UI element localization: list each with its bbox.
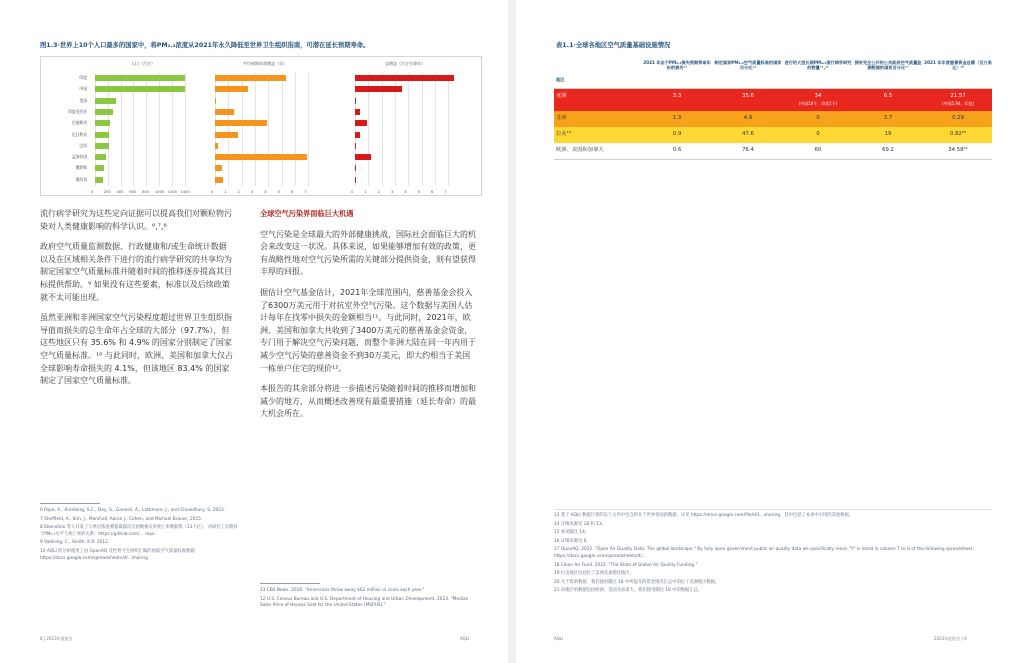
axis-tick-label: 2: [377, 190, 380, 194]
bar: [95, 177, 103, 183]
table-title: 表1.1·全球各地区空气质量基础设施情况: [556, 42, 671, 49]
table-cell: 69.2: [882, 147, 894, 153]
footnote: 17 OpenAQ. 2022. "Open Air Quality Data: The global landscape." By fully open government public air quality data we specifically mean "Y" is listed in column T to U of the following spreadsheet: https://docs.google.com/spreadsheets/d/...: [554, 547, 974, 559]
axis-tick-label: 1000: [155, 190, 165, 194]
gridline: [435, 73, 436, 186]
panel-title: 平均预期寿命增益（年）: [243, 61, 287, 66]
table-cell: 47.6: [742, 131, 754, 137]
section-title: 全球空气污染界面临巨大机遇: [260, 209, 354, 218]
axis-tick-label: 6: [291, 190, 294, 194]
footnote: 8 Ebenstein 等人开发了与单位浓度测量暴露反应函数相关的死亡率数据集（13个亿），并研究了长期对于PM₂.₅水平与死亡率的关系：https://github.com/... repo: [40, 525, 238, 537]
header-cell: 2021 年年度慈善资金总额（百万美元）¹⁸: [924, 60, 992, 71]
table-cell-note: (中国16个，印度1个): [798, 101, 838, 106]
footnote: 10 AQLI 的分析使用了由 OpenAQ 及世界卫生组织汇编的国家空气质量标准数据：https://docs.google.com/spreadsheets/d/...sharing: [40, 548, 199, 561]
bar: [355, 154, 371, 160]
table-cell: 21.57 (中国5.94，印度): [924, 92, 992, 107]
footnotes-col-2: [260, 588, 470, 612]
table-cell: 0.82²⁰: [949, 131, 967, 137]
category-label: 印度: [79, 75, 87, 80]
right-page: [516, 0, 1024, 663]
page-number-left: 8 | 2023年度报告: [40, 636, 73, 641]
paragraph: 本报告的其余部分将进一步描述污染随着时间的推移而增加和减少的地方，从而概述改善现有最重要措施（延长寿命）的最大机会所在。: [260, 384, 476, 419]
category-label: 印度尼西亚: [68, 108, 87, 114]
paragraph: 空气污染是全球最大的外部健康挑战，国际社会面临巨大的机会来改变这一状况。具体来说，如果能够增加有效的政策，更有战略性地对空气污染所需的关键部分提供资金，则有望获得丰厚的回报。: [260, 229, 476, 277]
axis-tick-label: 600: [129, 190, 137, 194]
gridline: [308, 73, 309, 186]
bar: [95, 154, 106, 160]
page-gutter: [508, 0, 516, 663]
table-cell: 34 (中国16个，印度1个): [784, 92, 852, 107]
bar: [215, 154, 307, 160]
region-table: [554, 58, 992, 160]
footnote: 6 Pope, A., Aronberg, S.C., Dey, S., Ganesh, A., Lattimore, J., and Chowdhury, S. 2023.: [40, 508, 226, 513]
category-label: 美国: [79, 97, 87, 103]
axis-tick-label: 0: [211, 190, 214, 194]
bar: [355, 75, 454, 81]
footnotes: [554, 513, 994, 597]
table-cell: 76.4: [742, 147, 754, 153]
bar: [95, 132, 109, 138]
bar: [215, 143, 218, 149]
bar: [215, 109, 234, 115]
axis-tick-label: 7: [304, 190, 307, 194]
footnote-divider: [554, 509, 992, 510]
axis-tick-label: 6: [431, 190, 434, 194]
footnote: 7 Sheffield, A., Kim, J., Marshall, Aaron J., Cohen, and Michael Brauer, 2015.: [40, 516, 203, 522]
footnote: 19 拉美地区包括拉丁美洲及加勒比地区。: [554, 571, 634, 577]
figure-title: 图1.3·世界上10个人口最多的国家中，将PM₂.₅浓度从2021年永久降低至世界卫生组织指南，可潜在延长预期寿命。: [40, 42, 370, 49]
table-cell-note: (中国5.94，印度): [941, 101, 975, 106]
table-cell: 3.3: [672, 93, 682, 99]
bar: [355, 109, 360, 115]
gridline: [255, 73, 256, 186]
table-row: [554, 143, 992, 160]
footnote: 21 该地区的数据包括欧洲、美国及加拿大，我们使用脚注 18 中的数据汇总。: [554, 588, 703, 594]
header-cell: 地区: [556, 77, 565, 82]
table-header: [554, 58, 992, 89]
axis-tick-label: 2: [237, 190, 240, 194]
left-page: [0, 0, 508, 663]
category-label: 墨西哥: [75, 176, 87, 182]
bar: [355, 177, 356, 183]
category-label: 巴基斯坦: [71, 120, 87, 126]
axis-tick-label: 3: [391, 190, 394, 194]
table-body: [554, 89, 992, 160]
bar: [95, 165, 104, 171]
footnote-divider: [40, 503, 100, 504]
table-cell: 欧洲、美国和加拿大: [556, 147, 604, 153]
table-cell: 0.29: [952, 115, 964, 121]
gridline: [268, 73, 269, 186]
gridline: [282, 73, 283, 186]
paragraph: 虽然亚洲和非洲国家空气污染程度超过世界卫生组织指导值而损失的总生命年占全球的大部分（97.7%），但这些地区只有 35.6% 和 4.9% 的国家分别制定了国家空气质量标准。¹⁰ 与此同时，欧洲、美国和加拿大仅占全球影响寿命损失的 4.1%，但该地区 83.4% 的国家制定了国家空气质量标准。: [40, 313, 233, 386]
gridline: [408, 73, 409, 186]
axis-tick-label: 800: [142, 190, 150, 194]
bar: [215, 98, 216, 104]
header-cell: 进行的大型长期PM₂.₅流行病学研究的数量¹⁵,¹⁶: [784, 60, 852, 71]
axis-tick-label: 1: [364, 190, 367, 194]
footnote: 20 关于资助数据，我们使用脚注 18 中所提及的资金情况汇总中的拉丁美洲地区数据。: [554, 579, 720, 585]
table-cell: 非洲: [556, 115, 567, 121]
panel-title: 人口（百万）: [131, 61, 155, 66]
gridline: [448, 73, 449, 186]
axis-tick-label: 400: [116, 190, 124, 194]
category-label: 俄罗斯: [75, 165, 87, 171]
bar: [355, 132, 360, 138]
axis-tick-label: 3: [251, 190, 254, 194]
footnote: 9 Vahlsing, C., Smith, K.R. 2012.: [40, 540, 110, 546]
paragraph: 流行病学研究为这些定向证据可以提高我们对颗粒物污染对人类健康影响的科学认识。⁶,⁷,⁸: [40, 209, 232, 231]
paragraph: 政府空气质量监测数据、行政健康和/或生命统计数据以及在区域相关条件下进行的流行病学研究的共享均为制定国家空气质量标准并随着时间的推移逐步提高其目标提供帮助。⁹ 如果没有这些要素，标准以及后续政策就不太可能出现。: [40, 242, 232, 302]
header-cell: 拥有完全公开的公共政府空气质量监测数据的国家百分比¹⁷: [854, 60, 922, 71]
gridline: [295, 73, 296, 186]
bar: [215, 86, 248, 92]
table-cell: 60: [814, 147, 822, 153]
footnote: 12 U.S. Census Bureau and U.S. Department of Housing and Urban Development. 2023. "Median Sales Price of Houses Sold for the United States [MSPUS].": [260, 596, 469, 609]
axis-tick-label: 4: [264, 190, 267, 194]
bar: [215, 120, 267, 126]
bar: [215, 165, 222, 171]
header-cell: 制定国家PM₂.₅空气质量标准的国家百分比¹⁴: [714, 60, 782, 71]
table-row: [554, 111, 992, 127]
body-column-right: [260, 208, 478, 429]
table-row: [554, 89, 992, 111]
table-cell: 0.6: [672, 147, 682, 153]
table-cell: 0: [816, 131, 820, 137]
bar: [95, 75, 185, 81]
paragraph: 据估计空气基金估计，2021年全球范围内，慈善基金会投入了6300万美元用于对抗室外空气污染。这个数据与美国人估计每年在找零中损失的金额相当¹¹。与此同时，2021年，欧洲、美国和加拿大共收到了3400万美元的慈善基金会资金，专门用于解决空气污染问题，而整个非洲大陆在同一年内用于减少空气污染的慈善资金不到30万美元，即大约相当于美国一栋单户住宅的现价¹²。: [260, 287, 476, 373]
bar: [355, 98, 356, 104]
footnote: 15 参见脚注 14。: [554, 530, 590, 536]
table-cell: 6.5: [883, 93, 893, 99]
axis-tick-label: 4: [404, 190, 407, 194]
category-label: 孟加拉国: [71, 154, 87, 160]
figure-chart: [40, 56, 482, 196]
bar: [355, 165, 356, 171]
page-number-right: 2023年度报告 | 9: [934, 636, 967, 641]
table-cell: 34.58²¹: [948, 147, 968, 153]
table-cell: 1.3: [672, 115, 682, 121]
table-cell: 4.9: [743, 115, 753, 121]
bar: [355, 86, 402, 92]
footnote: 14 详细来源见 18 和 13。: [554, 521, 606, 527]
table-cell: 亚洲: [556, 93, 567, 99]
axis-tick-label: 1: [224, 190, 227, 194]
table-cell: 0: [816, 115, 820, 121]
category-label: 巴西: [79, 142, 87, 148]
bar: [355, 120, 367, 126]
axis-tick-label: 0: [91, 190, 94, 194]
footer-brand: AQLI: [460, 636, 470, 641]
table-cell: 0.9: [672, 131, 682, 137]
bar: [355, 143, 356, 149]
axis-tick-label: 0: [351, 190, 354, 194]
bar: [95, 109, 113, 115]
bar: [215, 75, 286, 81]
bar: [95, 98, 116, 104]
footnote: 18 Clean Air Fund. 2022. "The State of Global Air Quality Funding.": [554, 562, 698, 568]
axis-tick-label: 5: [417, 190, 420, 194]
footnote: 16 详细来源见 6。: [554, 538, 591, 544]
gridline: [422, 73, 423, 186]
table-cell: 拉美¹⁹: [556, 131, 571, 137]
bar: [95, 143, 109, 149]
bar: [95, 86, 185, 92]
footnote: 13 基于 AQLI 数据计算的以下文件中包含的关于世界各国的数据，详见 https://drive.google.com/file/d/1...sharing，其中包括了本章中引用的其他数据。: [554, 513, 854, 518]
body-column-left: [40, 208, 234, 396]
footnote: 11 CBS News. 2016. "Americans throw away $62 million in coins each year.": [260, 588, 425, 593]
footnote-divider: [260, 583, 320, 584]
axis-tick-label: 200: [103, 190, 111, 194]
table-row: [554, 127, 992, 143]
table-cell: 19: [884, 131, 892, 137]
axis-tick-label: 1200: [167, 190, 177, 194]
table-cell: 35.6: [742, 93, 754, 99]
category-label: 尼日利亚: [71, 131, 87, 137]
axis-tick-label: 1400: [180, 190, 190, 194]
bar: [95, 120, 110, 126]
header-cell: 2021 年由于PM₂.₅损失预期寿命年份的损失¹³: [643, 60, 711, 71]
table-cell: 3.7: [883, 115, 893, 121]
axis-tick-label: 7: [444, 190, 447, 194]
axis-tick-label: 5: [277, 190, 280, 194]
footer-brand: AQLI: [554, 636, 564, 641]
panel-title: 总增益（百万生命年）: [385, 61, 425, 66]
footnotes-col-1: [40, 508, 240, 564]
category-label: 中国: [79, 86, 87, 92]
bar: [215, 177, 223, 183]
bar: [215, 132, 238, 138]
